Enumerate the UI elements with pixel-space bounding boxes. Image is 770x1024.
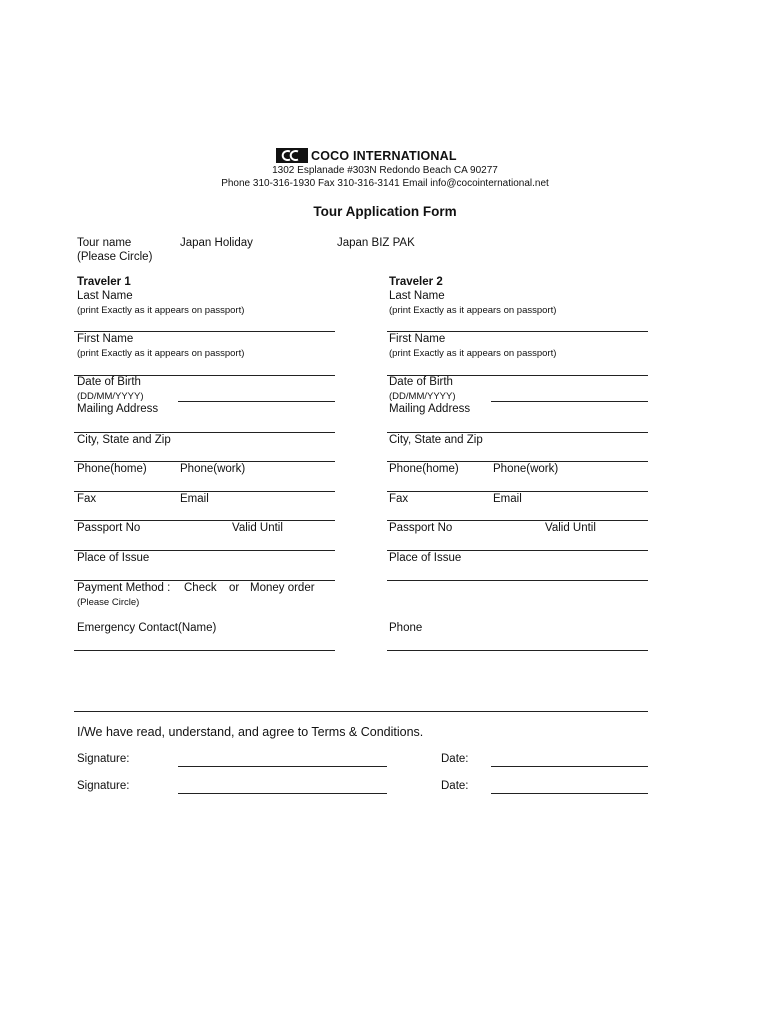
company-address: 1302 Esplanade #303N Redondo Beach CA 90277 — [272, 165, 498, 176]
signature1-label: Signature: — [77, 753, 130, 765]
date2-label: Date: — [441, 780, 469, 792]
date1-label: Date: — [441, 753, 469, 765]
traveler1-phone-home-label: Phone(home) — [77, 463, 147, 475]
traveler1-valid-until-label: Valid Until — [232, 522, 283, 534]
traveler2-passport-field[interactable] — [387, 550, 648, 551]
payment-method-label: Payment Method : — [77, 582, 171, 594]
company-contact: Phone 310-316-1930 Fax 310-316-3141 Email info@cocointernational.net — [221, 178, 549, 189]
traveler2-mailing-field[interactable] — [387, 432, 648, 433]
traveler2-first-name-note: (print Exactly as it appears on passport) — [389, 348, 557, 359]
payment-or-text: or — [229, 582, 240, 594]
traveler1-last-name-note: (print Exactly as it appears on passport) — [77, 305, 245, 316]
payment-method-note: (Please Circle) — [77, 597, 140, 608]
traveler2-last-name-note: (print Exactly as it appears on passport) — [389, 305, 557, 316]
traveler1-dob-format: (DD/MM/YYYY) — [77, 391, 144, 402]
section-divider — [74, 711, 648, 712]
tour-option-japan-holiday[interactable]: Japan Holiday — [180, 237, 253, 249]
payment-option-check[interactable]: Check — [184, 582, 217, 594]
traveler2-place-issue-label: Place of Issue — [389, 552, 462, 564]
traveler1-phone-field[interactable] — [74, 491, 335, 492]
signature2-field[interactable] — [178, 793, 387, 794]
traveler2-dob-format: (DD/MM/YYYY) — [389, 391, 456, 402]
traveler1-last-name-label: Last Name — [77, 290, 133, 302]
traveler1-passport-field[interactable] — [74, 550, 335, 551]
traveler1-dob-field[interactable] — [178, 401, 335, 402]
traveler1-place-issue-label: Place of Issue — [77, 552, 150, 564]
signature1-field[interactable] — [178, 766, 387, 767]
tour-name-label: Tour name — [77, 237, 132, 249]
traveler2-fax-email-field[interactable] — [387, 520, 648, 521]
traveler1-city-label: City, State and Zip — [77, 434, 171, 446]
traveler1-place-issue-field[interactable] — [74, 580, 335, 581]
emergency-contact-label: Emergency Contact(Name) — [77, 622, 217, 634]
traveler1-mailing-label: Mailing Address — [77, 403, 159, 415]
agreement-statement: I/We have read, understand, and agree to Terms & Conditions. — [77, 725, 424, 739]
traveler2-city-field[interactable] — [387, 461, 648, 462]
traveler1-dob-label: Date of Birth — [77, 376, 141, 388]
traveler2-mailing-label: Mailing Address — [389, 403, 471, 415]
traveler1-first-name-note: (print Exactly as it appears on passport) — [77, 348, 245, 359]
traveler1-city-field[interactable] — [74, 461, 335, 462]
company-name: COCO INTERNATIONAL — [311, 149, 457, 163]
traveler2-email-label: Email — [493, 493, 522, 505]
signature2-label: Signature: — [77, 780, 130, 792]
traveler2-dob-field[interactable] — [491, 401, 648, 402]
traveler2-passport-label: Passport No — [389, 522, 453, 534]
cc-logo-icon — [276, 148, 308, 163]
traveler2-place-issue-field[interactable] — [387, 580, 648, 581]
traveler1-heading: Traveler 1 — [77, 276, 131, 288]
tour-name-sublabel: (Please Circle) — [77, 251, 153, 263]
traveler1-mailing-field[interactable] — [74, 432, 335, 433]
company-logo-mark — [276, 148, 308, 163]
traveler1-fax-label: Fax — [77, 493, 97, 505]
traveler1-first-name-label: First Name — [77, 333, 134, 345]
traveler2-dob-label: Date of Birth — [389, 376, 453, 388]
form-title: Tour Application Form — [313, 204, 457, 219]
traveler2-phone-work-label: Phone(work) — [493, 463, 559, 475]
traveler2-heading: Traveler 2 — [389, 276, 443, 288]
traveler2-valid-until-label: Valid Until — [545, 522, 596, 534]
payment-option-money-order[interactable]: Money order — [250, 582, 315, 594]
emergency-phone-field[interactable] — [387, 650, 648, 651]
traveler1-last-name-field[interactable] — [74, 331, 335, 332]
traveler1-fax-email-field[interactable] — [74, 520, 335, 521]
traveler2-phone-home-label: Phone(home) — [389, 463, 459, 475]
traveler1-passport-label: Passport No — [77, 522, 141, 534]
traveler2-last-name-label: Last Name — [389, 290, 445, 302]
emergency-contact-field[interactable] — [74, 650, 335, 651]
traveler1-phone-work-label: Phone(work) — [180, 463, 246, 475]
traveler2-phone-field[interactable] — [387, 491, 648, 492]
date1-field[interactable] — [491, 766, 648, 767]
tour-option-japan-biz-pak[interactable]: Japan BIZ PAK — [337, 237, 415, 249]
date2-field[interactable] — [491, 793, 648, 794]
emergency-phone-label: Phone — [389, 622, 423, 634]
traveler2-city-label: City, State and Zip — [389, 434, 483, 446]
traveler2-fax-label: Fax — [389, 493, 409, 505]
traveler1-email-label: Email — [180, 493, 209, 505]
traveler2-last-name-field[interactable] — [387, 331, 648, 332]
traveler2-first-name-label: First Name — [389, 333, 446, 345]
